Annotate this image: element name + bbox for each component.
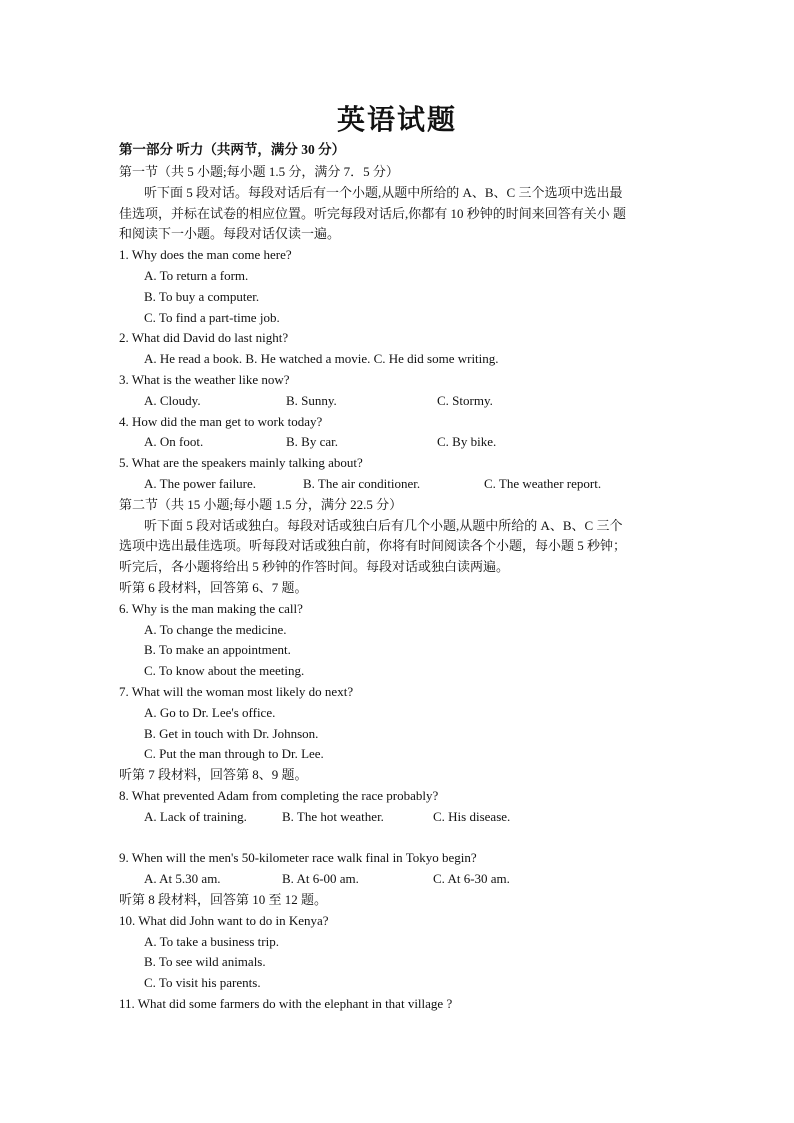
option-b: B. To see wild animals. (144, 954, 266, 969)
question-stem: 3. What is the weather like now? (119, 372, 290, 387)
option-c: C. The weather report. (484, 476, 602, 491)
option-b: B. To make an appointment. (144, 642, 291, 657)
option-a: A. Go to Dr. Lee's office. (144, 705, 276, 720)
question-stem: 2. What did David do last night? (119, 330, 289, 345)
material-heading: 听第 8 段材料，回答第 10 至 12 题。 (119, 892, 328, 907)
option-c: C. At 6-30 am. (433, 871, 510, 886)
section2-instruction-line: 听下面 5 段对话或独白。每段对话或独白后有几个小题,从题中所给的 A、B、C 三个 (144, 518, 623, 533)
option-c: C. To visit his parents. (144, 975, 261, 990)
option-c: C. His disease. (433, 809, 511, 824)
question-stem: 9. When will the men's 50-kilometer race walk final in Tokyo begin? (119, 850, 477, 865)
section1-instruction-line: 听下面 5 段对话。每段对话后有一个小题,从题中所给的 A、B、C 三个选项中选出最 (144, 185, 623, 200)
option-c: C. Put the man through to Dr. Lee. (144, 746, 324, 761)
question-stem: 7. What will the woman most likely do next? (119, 684, 354, 699)
option-a: A. To take a business trip. (144, 934, 279, 949)
option-a: A. To change the medicine. (144, 622, 287, 637)
question-stem: 6. Why is the man making the call? (119, 601, 303, 616)
question-stem: 8. What prevented Adam from completing the race probably? (119, 788, 439, 803)
section1-instruction-line: 佳选项，并标在试卷的相应位置。听完每段对话后,你都有 10 秒钟的时间来回答有关小 题 (119, 206, 627, 221)
option-b: B. Sunny. (286, 393, 337, 408)
question-stem: 5. What are the speakers mainly talking about? (119, 455, 363, 470)
option-b: B. The hot weather. (282, 809, 384, 824)
option-a: A. Lack of training. (144, 809, 247, 824)
option-c: C. To find a part-time job. (144, 310, 280, 325)
option-a: A. The power failure. (144, 476, 257, 491)
option-c: C. By bike. (437, 434, 497, 449)
option-a: A. Cloudy. (144, 393, 201, 408)
page-title: 英语试题 (336, 105, 457, 136)
section2-instruction-line: 听完后，各小题将给出 5 秒钟的作答时间。每段对话或独白读两遍。 (119, 559, 510, 574)
option-b: B. At 6-00 am. (282, 871, 359, 886)
material-heading: 听第 6 段材料，回答第 6、7 题。 (119, 580, 308, 595)
section1-instruction-line: 和阅读下一小题。每段对话仅读一遍。 (119, 226, 341, 241)
question-stem: 1. Why does the man come here? (119, 247, 292, 262)
option-a: A. To return a form. (144, 268, 249, 283)
section1-header: 第一节（共 5 小题;每小题 1.5 分，满分 7．5 分） (119, 164, 399, 179)
option-b: B. The air conditioner. (303, 476, 421, 491)
question-stem: 11. What did some farmers do with the elephant in that village ? (119, 996, 453, 1011)
question-stem: 10. What did John want to do in Kenya? (119, 913, 329, 928)
options-abc: A. He read a book. B. He watched a movie. C. He did some writing. (144, 351, 499, 366)
part-heading: 第一部分 听力（共两节，满分 30 分） (119, 142, 346, 157)
option-b: B. To buy a computer. (144, 289, 260, 304)
option-c: C. Stormy. (437, 393, 493, 408)
option-a: A. At 5.30 am. (144, 871, 221, 886)
option-c: C. To know about the meeting. (144, 663, 305, 678)
material-heading: 听第 7 段材料，回答第 8、9 题。 (119, 767, 308, 782)
section2-header: 第二节（共 15 小题;每小题 1.5 分，满分 22.5 分） (119, 497, 403, 512)
option-b: B. By car. (286, 434, 338, 449)
question-stem: 4. How did the man get to work today? (119, 414, 323, 429)
option-b: B. Get in touch with Dr. Johnson. (144, 726, 319, 741)
option-a: A. On foot. (144, 434, 204, 449)
section2-instruction-line: 选项中选出最佳选项。听每段对话或独白前，你将有时间阅读各个小题，每小题 5 秒钟； (119, 538, 627, 553)
